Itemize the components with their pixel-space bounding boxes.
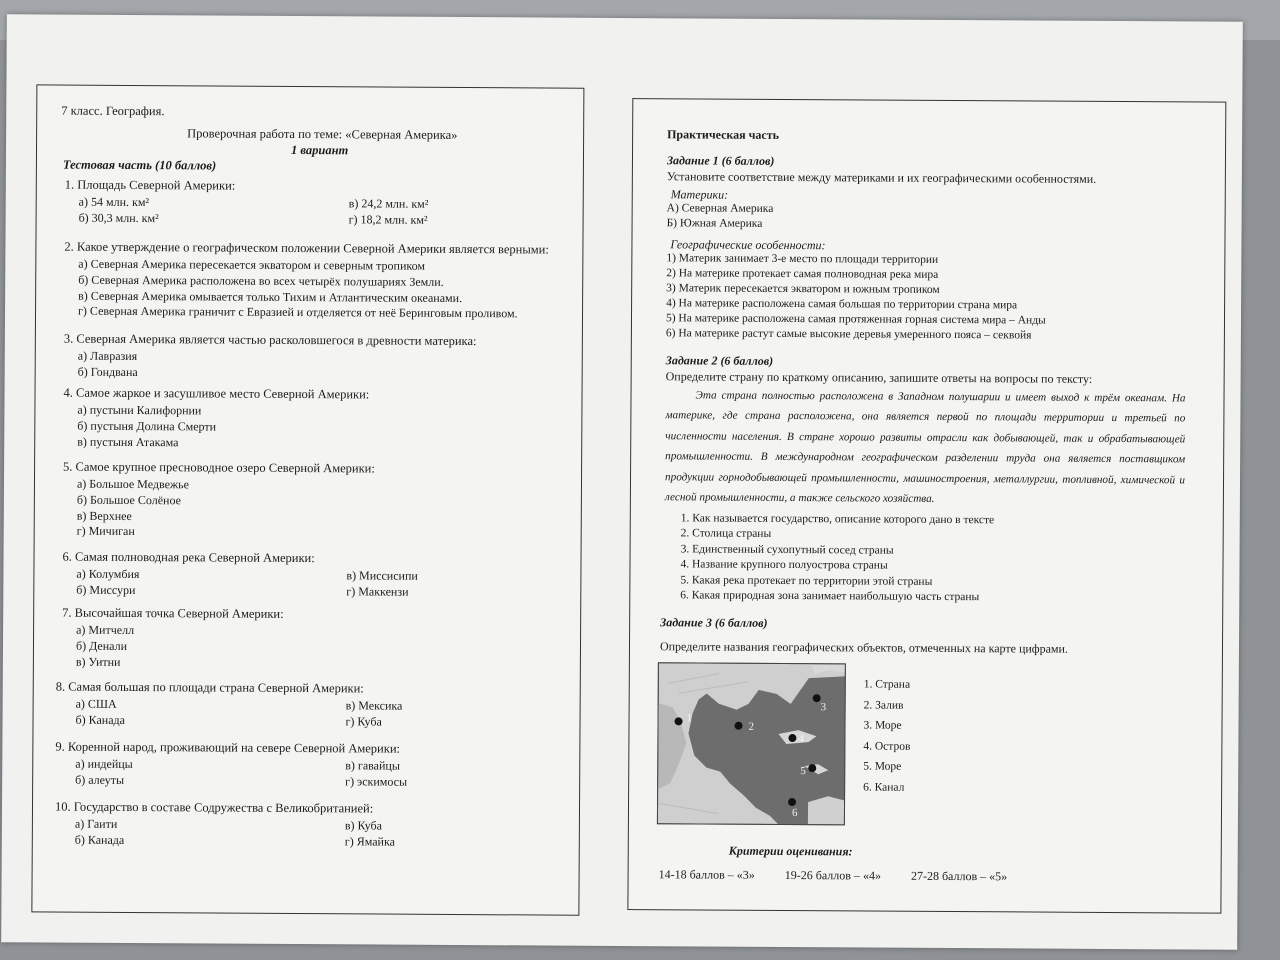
map-point-3	[813, 694, 821, 702]
features-list	[666, 251, 1046, 343]
question-10	[55, 800, 565, 852]
task-3-instruction: Определите названия географических объектов, отмеченных на карте цифрами.	[659, 639, 1069, 656]
list-item: 4. Остров	[863, 740, 911, 753]
option: г) Куба	[345, 714, 382, 729]
question-4	[57, 386, 567, 454]
option: г) Ямайка	[344, 834, 395, 849]
question-text: 5. Самое крупное пресноводное озеро Северной Америки:	[63, 459, 375, 476]
continents-label: Материки:	[670, 187, 729, 202]
list-item: 4. Название крупного полуострова страны	[680, 558, 888, 572]
question-3	[58, 332, 568, 384]
list-item: 5. Какая река протекает по территории этой страны	[680, 573, 933, 588]
list-item: 5) На материке расположена самая протяженная горная система мира – Анды	[665, 312, 1046, 327]
option: б) алеуты	[75, 772, 125, 787]
question-text: 9. Коренной народ, проживающий на севере Северной Америки:	[55, 739, 401, 756]
question-5	[57, 460, 567, 543]
list-item: 2) На материке протекает самая полноводная река мира	[666, 267, 939, 281]
question-6	[56, 550, 566, 602]
task-3-title: Задание 3 (6 баллов)	[660, 615, 768, 630]
option: б) Канада	[75, 712, 126, 727]
option: а) пустыни Калифорнии	[77, 402, 202, 418]
question-text: 10. Государство в составе Содружества с Великобританией:	[54, 799, 374, 816]
map-point-1	[675, 717, 683, 725]
list-item: 1) Материк занимает 3-е место по площади территории	[666, 252, 939, 266]
page-title: Проверочная работа по теме: «Северная Америка»	[187, 126, 458, 142]
option: г) 18,2 млн. км²	[348, 212, 428, 227]
island	[804, 764, 828, 774]
option: б) Денали	[75, 638, 128, 653]
test-sheet	[1, 14, 1243, 950]
continents-list	[667, 201, 774, 232]
country-description: Эта страна полностью расположена в Западном полушарии и имеет выход к трём океанам. На материке, где страна расположена, она является первой по площади территории и третьей по численности населения. В стране хорошо развиты отрасли как добывающей, так и обрабатывающей промышленности. В международном географическом разделении труда она является поставщиком продукции горнодобывающей промышленности, машиностроения, металлургии, топливной, химической и лесной промышленности, а также сельского хозяйства.	[664, 389, 1186, 505]
map-label-2: 2	[748, 720, 755, 733]
map-label-5: 5	[800, 765, 806, 778]
list-item: 3. Море	[863, 719, 902, 732]
test-part-page	[31, 84, 584, 915]
variant-label: 1 вариант	[290, 142, 349, 158]
criteria-title: Критерии оценивания:	[728, 843, 853, 859]
list-item: 4) На материке расположена самая большая по территории страна мира	[666, 297, 1018, 312]
option: б) Канада	[74, 832, 125, 847]
question-text: 7. Высочайшая точка Северной Америки:	[62, 605, 284, 621]
question-text: 3. Северная Америка является частью расколовшегося в древности материка:	[63, 331, 477, 349]
option: г) Северная Америка граничит с Евразией и отделяется от неё Беринговым проливом.	[77, 304, 518, 321]
task-1-title: Задание 1 (6 баллов)	[666, 153, 775, 168]
list-item: 1. Страна	[863, 678, 911, 691]
option: а) Гаити	[74, 816, 118, 831]
map-image	[658, 663, 845, 824]
list-item: 3) Материк пересекается экватором и южным тропиком	[666, 282, 940, 296]
south-america-coast	[808, 796, 844, 824]
list-item: 5. Море	[863, 760, 902, 774]
option: в) Северная Америка омывается только Тихим и Атлантическим океанами.	[78, 288, 463, 305]
option: а) Северная Америка пересекается экватором и северным тропиком	[78, 256, 426, 273]
option: в) 24,2 млн. км²	[348, 196, 429, 211]
list-item: 2. Залив	[863, 699, 904, 712]
map-objects-list	[863, 674, 911, 798]
option: б) пустыня Долина Смерти	[77, 418, 217, 434]
task-2-instruction: Определите страну по краткому описанию, запишите ответы на вопросы по тексту:	[665, 369, 1093, 386]
features-label: Географические особенности:	[670, 237, 826, 253]
option: г) эскимосы	[345, 774, 408, 789]
map-point-4	[788, 734, 796, 742]
option: в) Верхнее	[76, 508, 132, 523]
list-item: Б) Южная Америка	[666, 217, 763, 230]
test-section-title: Тестовая часть (10 баллов)	[62, 157, 217, 173]
map-label-3: 3	[820, 701, 827, 714]
option: а) Лавразия	[77, 348, 138, 364]
caribbean-map	[657, 662, 846, 825]
task-2-title: Задание 2 (6 баллов)	[665, 353, 774, 368]
question-7	[56, 606, 566, 674]
task-2-questions	[680, 511, 994, 605]
option: б) 30,3 млн. км²	[78, 210, 159, 225]
list-item: 2. Столица страны	[680, 527, 772, 541]
option: а) Колумбия	[76, 566, 140, 582]
option: а) США	[75, 696, 117, 711]
option: в) Миссисипи	[346, 568, 418, 583]
option: а) Большое Медвежье	[76, 476, 190, 492]
question-text: 2. Какое утверждение о географическом положении Северной Америки является верными:	[64, 239, 549, 257]
list-item: 6) На материке растут самые высокие деревья умеренного пояса – секвойя	[665, 327, 1032, 342]
option: б) Северная Америка расположена во всех четырёх полушариях Земли.	[78, 272, 444, 289]
option: в) Куба	[344, 818, 382, 833]
option: б) Миссури	[76, 582, 136, 597]
task-1-instruction: Установите соответствие между материками и их географическими особенностями.	[666, 169, 1097, 186]
option: а) индейцы	[75, 756, 133, 772]
map-label-6: 6	[791, 807, 798, 820]
map-label-4: 4	[798, 733, 804, 746]
map-point-5	[808, 764, 816, 772]
practical-section-title: Практическая часть	[667, 127, 780, 142]
map-point-2	[734, 722, 742, 730]
question-2	[58, 240, 568, 323]
option: в) пустыня Атакама	[77, 434, 179, 449]
option: в) гавайцы	[345, 758, 400, 773]
option: в) Мексика	[345, 698, 403, 713]
question-text: 4. Самое жаркое и засушливое место Северной Америки:	[63, 385, 370, 402]
option: б) Большое Солёное	[76, 492, 181, 508]
option: г) Мичиган	[76, 524, 135, 539]
option: в) Уитни	[75, 654, 121, 669]
question-1	[59, 178, 569, 230]
map-label-1: 1	[686, 712, 693, 725]
list-item: 1. Как называется государство, описание которого дано в тексте	[680, 512, 995, 527]
grade-4: 19-26 баллов – «4»	[784, 868, 882, 883]
practical-part-page	[627, 98, 1226, 914]
list-item: А) Северная Америка	[666, 202, 774, 215]
list-item: 6. Какая природная зона занимает наибольшую часть страны	[680, 589, 980, 604]
option: а) 54 млн. км²	[78, 194, 150, 210]
list-item: 6. Канал	[863, 781, 905, 794]
option: а) Митчелл	[76, 622, 135, 638]
class-header: 7 класс. География.	[61, 103, 165, 119]
question-8	[55, 680, 565, 732]
grade-3: 14-18 баллов – «3»	[658, 867, 755, 882]
grading-criteria	[659, 867, 1008, 884]
question-text: 6. Самая полноводная река Северной Америки:	[62, 549, 315, 566]
list-item: 3. Единственный сухопутный сосед страны	[680, 543, 894, 557]
map-point-6	[788, 798, 796, 806]
question-text: 1. Площадь Северной Америки:	[64, 177, 236, 193]
option: б) Гондвана	[77, 364, 138, 379]
question-text: 8. Самая большая по площади страна Северной Америки:	[55, 679, 364, 696]
question-9	[55, 740, 565, 792]
grade-5: 27-28 баллов – «5»	[910, 868, 1008, 884]
option: г) Маккензи	[346, 584, 409, 599]
